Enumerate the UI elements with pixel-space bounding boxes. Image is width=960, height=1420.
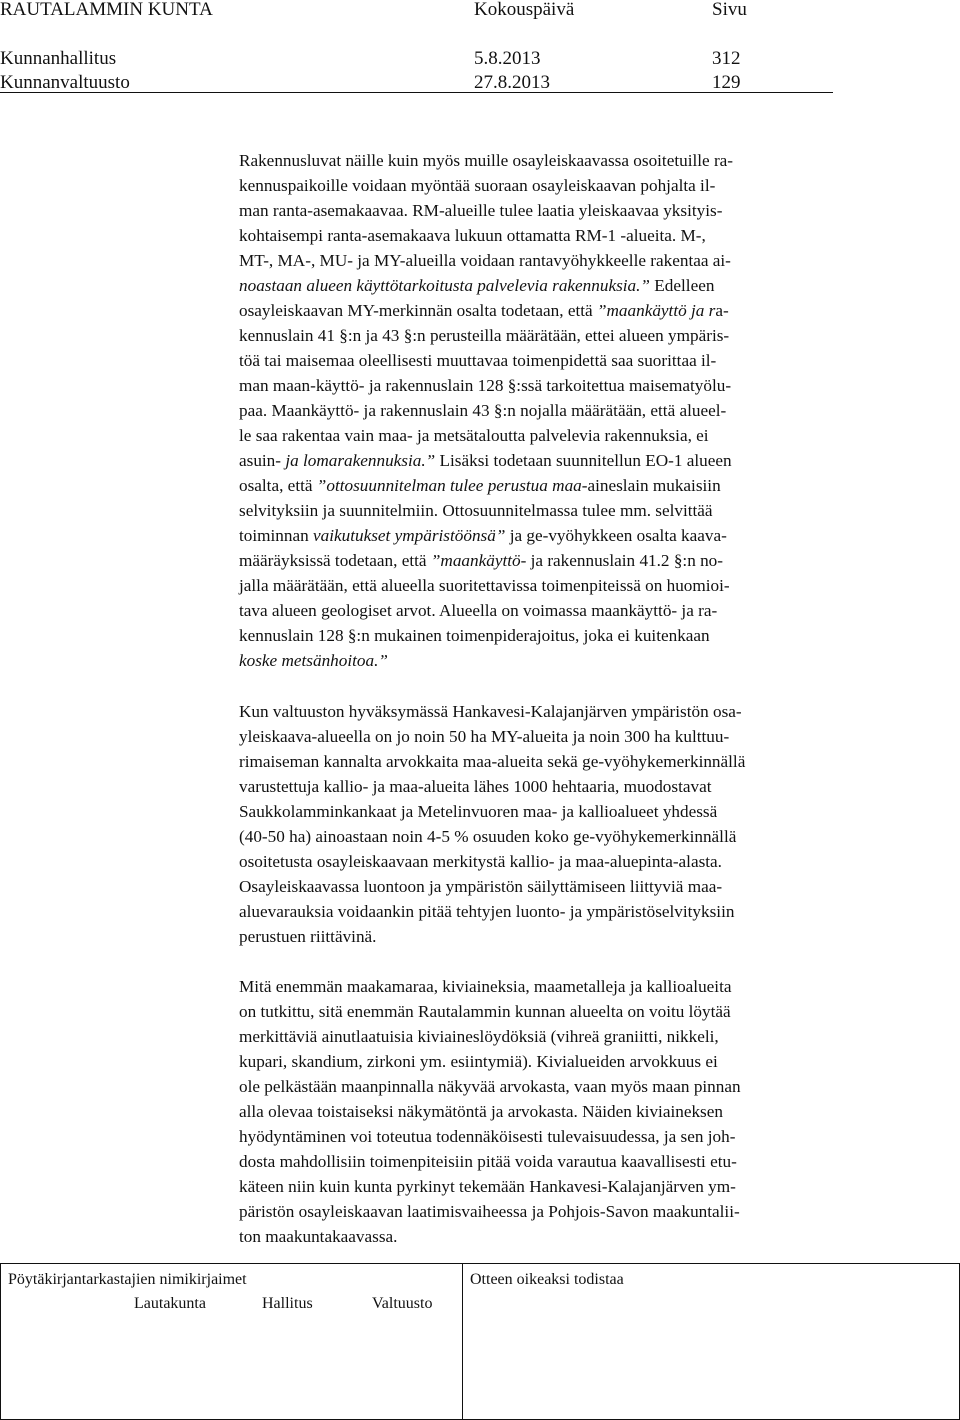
text-line: rimaiseman kannalta arvokkaita maa-alueita sekä ge-vyöhykemerkinnällä (239, 752, 746, 771)
text-line: paa. Maankäyttö- ja rakennuslain 43 §:n nojalla määrätään, että alueel- (239, 401, 727, 420)
text-line: töä tai maisemaa oleellisesti muuttavaa toimenpidettä saa suorittaa il- (239, 351, 717, 370)
text-line: kohtaisempi ranta-asemakaava lukuun ottamatta RM-1 -alueita. M-, (239, 226, 706, 245)
emphasized-quote: koske metsänhoitoa.” (239, 651, 388, 670)
header-divider (0, 92, 833, 93)
signature-hallitus: Hallitus (262, 1295, 313, 1312)
text-line: perustuen riittävinä. (239, 927, 377, 946)
text-line: Mitä enemmän maakamaraa, kiviaineksia, maametalleja ja kallioalueita (239, 977, 732, 996)
text-line: tava alueen geologiset arvot. Alueella on voimassa maankäyttö- ja ra- (239, 601, 718, 620)
municipality-name: RAUTALAMMIN KUNTA (0, 0, 213, 20)
text-line: noastaan alueen käyttötarkoitusta palvelevia rakennuksia.” Edelleen (239, 276, 715, 295)
text-line: man maan-käyttö- ja rakennuslain 128 §:ssä tarkoitettua maisematyölu- (239, 376, 732, 395)
meeting-body: Kunnanhallitus (0, 48, 117, 69)
signature-footer (0, 1263, 960, 1420)
emphasized-quote: noastaan alueen käyttötarkoitusta palvelevia rakennuksia.” (239, 276, 650, 295)
text-line: le saa rakentaa vain maa- ja metsätaloutta palvelevia rakennuksia, ei (239, 426, 709, 445)
page-label: Sivu (712, 0, 747, 20)
emphasized-quote: ja lomarakennuksia.” (285, 451, 436, 470)
text-line: jalla määrätään, että alueella suoritettavissa toimenpiteissä on huomioi- (239, 576, 730, 595)
text-line: Kun valtuuston hyväksymässä Hankavesi-Kalajanjärven ympäristön osa- (239, 702, 742, 721)
text-line: kennuslain 41 §:n ja 43 §:n perusteilla määrätään, ettei alueen ympäris- (239, 326, 730, 345)
text-line: on tutkittu, sitä enemmän Rautalammin kunnan alueelta on voitu löytää (239, 1002, 731, 1021)
text-line: kennuspaikoille voidaan myöntää suoraan osayleiskaavan pohjalta il- (239, 176, 716, 195)
paragraph-building-permits (239, 148, 879, 673)
text-line: päristön osayleiskaavan laatimisvaiheessa ja Pohjois-Savon maakuntalii- (239, 1202, 740, 1221)
certified-copy-label: Otteen oikeaksi todistaa (470, 1271, 624, 1288)
paragraph-mineral-resources (239, 974, 879, 1249)
text-line: Rakennusluvat näille kuin myös muille osayleiskaavassa osoitetuille ra- (239, 151, 734, 170)
text-line: selvityksiin ja suunnitelmiin. Ottosuunnitelmassa tulee mm. selvittää (239, 501, 713, 520)
text-line: asuin- ja lomarakennuksia.” Lisäksi todetaan suunnitellun EO-1 alueen (239, 451, 732, 470)
emphasized-quote: ”ottosuunnitelman tulee perustua maa (316, 476, 582, 495)
text-line: MT-, MA-, MU- ja MY-alueilla voidaan rantavyöhykkeelle rakentaa ai- (239, 251, 731, 270)
text-line: toiminnan vaikutukset ympäristöönsä” ja ge-vyöhykkeen osalta kaava- (239, 526, 727, 545)
text-line: varustettuja kallio- ja maa-alueita lähes 1000 hehtaaria, muodostavat (239, 777, 712, 796)
signature-valtuusto: Valtuusto (372, 1295, 433, 1312)
text-line: yleiskaava-alueella on jo noin 50 ha MY-alueita ja noin 300 ha kulttuu- (239, 727, 730, 746)
text-line: aluevarauksia voidaankin pitää tehtyjen luonto- ja ympäristöselvityksiin (239, 902, 735, 921)
text-line: ton maakuntakaavassa. (239, 1227, 398, 1246)
text-line: määräyksissä todetaan, että ”maankäyttö- ja rakennuslain 41.2 §:n no- (239, 551, 723, 570)
text-line: merkittäviä ainutlaatuisia kiviaineslöydöksiä (vihreä graniitti, nikkeli, (239, 1027, 719, 1046)
emphasized-quote: vaikutukset ympäristöönsä” (313, 526, 506, 545)
meeting-body: Kunnanvaltuusto (0, 72, 130, 93)
inspectors-initials-label: Pöytäkirjantarkastajien nimikirjaimet (8, 1271, 247, 1288)
text-line: kupari, skandium, zirkoni ym. esiintymiä). Kivialueiden arvokkuus ei (239, 1052, 718, 1071)
page-number: 129 (712, 72, 741, 93)
emphasized-quote: ”maankäyttö ja r (596, 301, 716, 320)
emphasized-quote: ”maankäyttö (430, 551, 521, 570)
text-line: ole pelkästään maanpinnalla näkyvää arvokasta, vaan myös maan pinnan (239, 1077, 741, 1096)
text-line: hyödyntäminen voi toteutua todennäköisesti tulevaisuudessa, ja sen joh- (239, 1127, 736, 1146)
text-line: Osayleiskaavassa luontoon ja ympäristön säilyttämiseen liittyviä maa- (239, 877, 723, 896)
text-line: man ranta-asemakaavaa. RM-alueille tulee laatia yleiskaavaa yksityis- (239, 201, 723, 220)
text-line: Saukkolamminkankaat ja Metelinvuoren maa- ja kallioalueet yhdessä (239, 802, 718, 821)
text-line: kennuslain 128 §:n mukainen toimenpiderajoitus, joka ei kuitenkaan (239, 626, 710, 645)
text-line: osoitetusta osayleiskaavaan merkitystä kallio- ja maa-aluepinta-alasta. (239, 852, 722, 871)
meeting-date: 27.8.2013 (474, 72, 550, 93)
text-line: osayleiskaavan MY-merkinnän osalta todetaan, että ”maankäyttö ja ra- (239, 301, 729, 320)
text-line: alla olevaa toistaiseksi näkymätöntä ja arvokasta. Näiden kiviaineksen (239, 1102, 723, 1121)
meeting-date: 5.8.2013 (474, 48, 541, 69)
text-line: dosta mahdollisiin toimenpiteisiin pitää voida varautua kaavallisesti etu- (239, 1152, 737, 1171)
text-line: (40-50 ha) ainoastaan noin 4-5 % osuuden koko ge-vyöhykemerkinnällä (239, 827, 737, 846)
text-line: käteen niin kuin kunta pyrkinyt tekemään Hankavesi-Kalajanjärven ym- (239, 1177, 736, 1196)
text-line: osalta, että ”ottosuunnitelman tulee perustua maa-aineslain mukaisiin (239, 476, 721, 495)
signature-lautakunta: Lautakunta (134, 1295, 206, 1312)
text-line (239, 648, 879, 673)
meeting-date-label: Kokouspäivä (474, 0, 575, 20)
page-number: 312 (712, 48, 741, 69)
paragraph-valtuusto-areas (239, 699, 879, 949)
